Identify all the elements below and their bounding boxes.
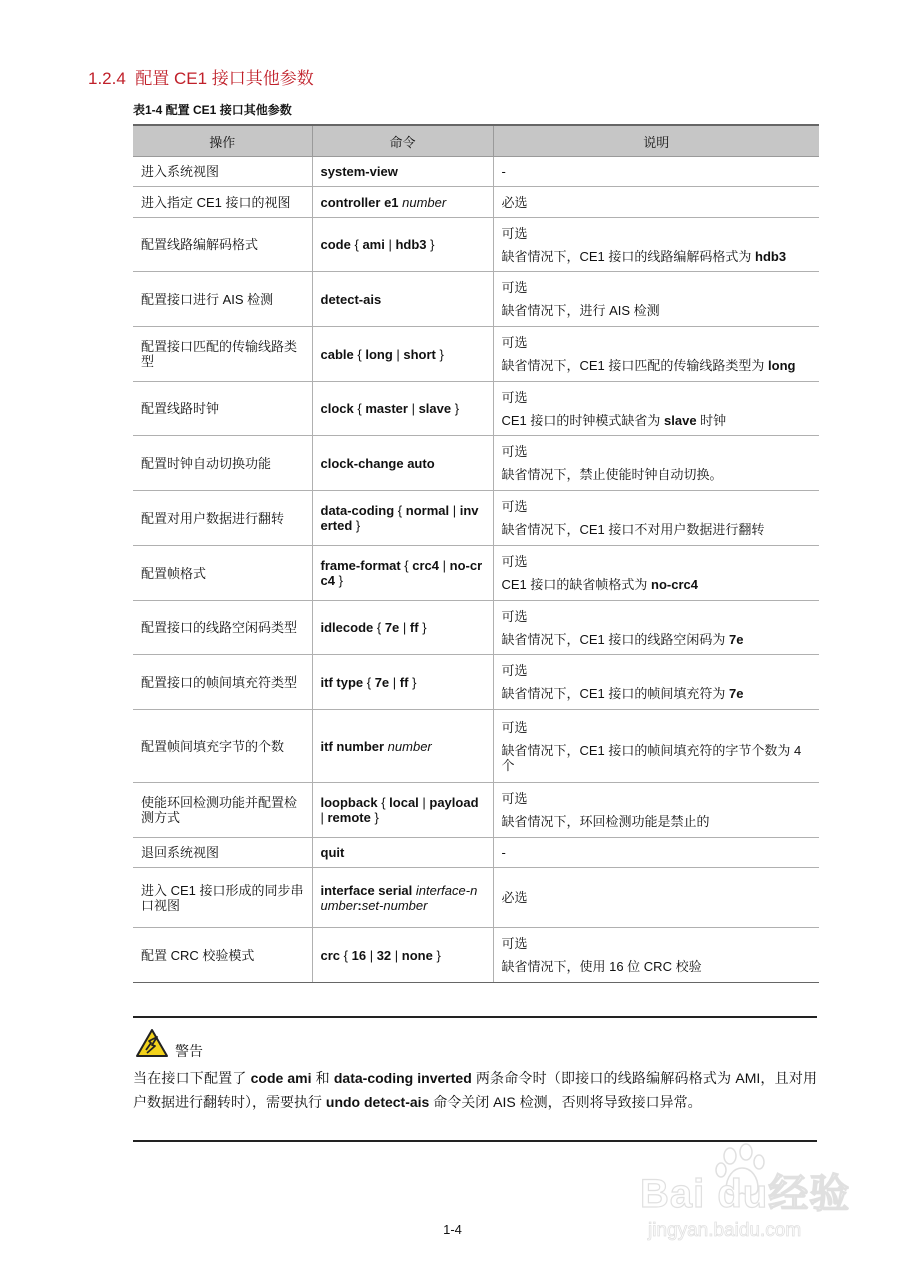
- description-keyword: long: [768, 358, 796, 373]
- operation-cell: 使能环回检测功能并配置检测方式: [133, 783, 312, 838]
- table-row: [133, 272, 819, 327]
- description-line: [502, 663, 812, 678]
- description-keyword: hdb3: [755, 248, 787, 264]
- command-token: detect-ais: [320, 291, 382, 307]
- description-cell: [493, 187, 819, 218]
- command-token: inverted: [320, 503, 479, 533]
- command-token: |: [449, 503, 460, 518]
- command-token: |: [389, 674, 400, 690]
- description-line: [502, 609, 812, 624]
- description-line: [502, 164, 812, 179]
- description-text: 缺省情况下，CE1 接口匹配的传输线路类型为: [501, 358, 769, 373]
- operation-cell: 退回系统视图: [133, 838, 312, 868]
- command-token: |: [384, 237, 396, 252]
- description-cell: [493, 327, 819, 382]
- table-row: [133, 382, 819, 436]
- description-text: 缺省情况下，CE1 接口不对用户数据进行翻转: [501, 522, 765, 537]
- operation-cell: 配置接口匹配的传输线路类型: [133, 327, 312, 382]
- description-line: [502, 226, 812, 241]
- description-line: [502, 554, 812, 569]
- command-token: }: [432, 947, 441, 963]
- table-row: [133, 491, 819, 546]
- description-text: 缺省情况下，进行 AIS 检测: [501, 303, 660, 318]
- description-line: [502, 814, 812, 829]
- operation-cell: 配置对用户数据进行翻转: [133, 491, 312, 546]
- description-text: 必选: [501, 890, 528, 905]
- operation-cell: 配置 CRC 校验模式: [133, 928, 312, 983]
- header-command: 命令: [312, 125, 493, 157]
- command-token: |: [366, 947, 377, 963]
- description-text: 可选: [501, 280, 528, 295]
- command-token: set-number: [361, 897, 428, 913]
- command-token: crc: [320, 947, 344, 963]
- command-token: 16: [351, 947, 367, 963]
- header-description: 说明: [493, 125, 819, 157]
- description-line: [502, 743, 812, 773]
- description-text: CE1 接口的时钟模式缺省为: [501, 412, 665, 428]
- table-row: [133, 710, 819, 783]
- description-text: 缺省情况下，使用 16 位 CRC 校验: [501, 959, 702, 974]
- description-keyword: 7e: [729, 631, 744, 647]
- command-token: no-crc4: [320, 558, 483, 588]
- command-token: 32: [376, 947, 392, 963]
- command-cell: [312, 491, 493, 546]
- command-token: |: [391, 947, 402, 963]
- command-token: loopback: [320, 795, 382, 810]
- command-token: }: [451, 401, 460, 416]
- command-token: {: [357, 401, 366, 416]
- command-token: }: [426, 237, 435, 252]
- command-token: idlecode: [320, 620, 377, 635]
- description-line: [502, 499, 812, 514]
- table-row: [133, 327, 819, 382]
- command-token: ami: [362, 237, 385, 252]
- command-cell: [312, 868, 493, 928]
- description-line: [502, 390, 812, 405]
- description-cell: [493, 491, 819, 546]
- command-token: itf number: [320, 738, 388, 754]
- table-row: [133, 187, 819, 218]
- description-cell: [493, 382, 819, 436]
- operation-cell: 配置线路编解码格式: [133, 218, 312, 272]
- description-text: -: [501, 845, 506, 860]
- description-cell: [493, 928, 819, 983]
- command-cell: [312, 218, 493, 272]
- description-cell: [493, 710, 819, 783]
- command-token: clock-change auto: [320, 455, 435, 471]
- description-line: [502, 845, 812, 860]
- warning-text-segment: 当在接口下配置了: [133, 1070, 251, 1086]
- description-text: 可选: [501, 444, 528, 459]
- command-token: long: [365, 346, 393, 362]
- command-token: }: [370, 810, 379, 825]
- command-cell: [312, 157, 493, 187]
- command-cell: [312, 655, 493, 710]
- operation-cell: 进入指定 CE1 接口的视图: [133, 187, 312, 218]
- page-number: 1-4: [443, 1222, 462, 1237]
- description-line: [502, 686, 812, 701]
- command-token: }: [418, 620, 427, 635]
- description-cell: [493, 783, 819, 838]
- params-table: [133, 124, 819, 983]
- command-cell: [312, 187, 493, 218]
- command-token: }: [435, 346, 444, 362]
- description-text: 缺省情况下，禁止使能时钟自动切换。: [501, 467, 723, 482]
- operation-cell: 配置线路时钟: [133, 382, 312, 436]
- command-token: {: [404, 558, 413, 573]
- command-cell: [312, 710, 493, 783]
- description-cell: [493, 868, 819, 928]
- description-keyword: slave: [664, 412, 697, 428]
- description-text: 可选: [501, 791, 528, 806]
- command-token: 7e: [374, 674, 390, 690]
- command-token: |: [392, 346, 404, 362]
- command-token: interface serial: [320, 882, 416, 898]
- description-keyword: 7e: [729, 686, 744, 701]
- command-token: controller e1: [320, 194, 403, 210]
- command-token: hdb3: [395, 237, 427, 252]
- description-line: [502, 303, 812, 318]
- table-row: [133, 783, 819, 838]
- description-line: [502, 632, 812, 647]
- command-token: }: [408, 674, 417, 690]
- table-row: [133, 928, 819, 983]
- operation-cell: 配置帧间填充字节的个数: [133, 710, 312, 783]
- table-row: [133, 868, 819, 928]
- command-token: ff: [399, 674, 409, 690]
- watermark-brand: Bai du经验: [640, 1172, 851, 1216]
- description-line: [502, 577, 812, 592]
- command-cell: [312, 546, 493, 601]
- warning-text-segment: 和: [311, 1070, 334, 1086]
- description-line: [502, 936, 812, 951]
- command-cell: [312, 783, 493, 838]
- description-cell: [493, 601, 819, 655]
- command-token: {: [354, 237, 363, 252]
- description-line: [502, 358, 812, 373]
- description-text: 可选: [501, 225, 528, 241]
- description-text: 可选: [501, 335, 528, 350]
- command-token: master: [365, 401, 408, 416]
- description-line: [502, 890, 812, 905]
- section-title: 配置 CE1 接口其他参数: [135, 69, 314, 88]
- description-text: 缺省情况下，CE1 接口的线路编解码格式为: [501, 248, 756, 264]
- command-token: frame-format: [320, 558, 405, 573]
- command-cell: [312, 272, 493, 327]
- operation-cell: 配置接口的线路空闲码类型: [133, 601, 312, 655]
- command-token: normal: [405, 503, 450, 518]
- warning-box: [133, 1016, 817, 1142]
- section-heading: [88, 64, 314, 89]
- warning-text: [133, 1066, 817, 1114]
- description-line: [502, 335, 812, 350]
- operation-cell: 配置帧格式: [133, 546, 312, 601]
- watermark-url: jingyan.baidu.com: [648, 1220, 802, 1241]
- warning-title: 警告: [175, 1043, 203, 1059]
- description-text: 可选: [501, 663, 528, 678]
- command-token: {: [366, 674, 375, 690]
- description-line: [502, 413, 812, 428]
- description-cell: [493, 436, 819, 491]
- command-token: crc4: [412, 558, 440, 573]
- command-cell: [312, 382, 493, 436]
- description-text: -: [501, 164, 506, 179]
- description-text: 缺省情况下，CE1 接口的帧间填充符为: [501, 686, 730, 701]
- command-cell: [312, 928, 493, 983]
- command-token: |: [399, 620, 410, 635]
- table-row: [133, 655, 819, 710]
- command-token: |: [320, 810, 328, 825]
- description-line: [502, 791, 812, 806]
- table-row: [133, 157, 819, 187]
- description-text: 时钟: [696, 412, 727, 428]
- description-line: [502, 959, 812, 974]
- command-token: short: [403, 346, 436, 362]
- command-token: {: [357, 346, 366, 362]
- description-text: 缺省情况下，CE1 接口的帧间填充符的字节个数为 4 个: [501, 742, 802, 773]
- command-cell: [312, 436, 493, 491]
- description-text: 可选: [501, 608, 528, 624]
- table-header-row: [133, 125, 819, 157]
- description-line: [502, 522, 812, 537]
- command-token: cable: [320, 346, 358, 362]
- command-token: payload: [429, 795, 479, 810]
- description-line: [502, 444, 812, 459]
- command-token: none: [401, 947, 433, 963]
- description-cell: [493, 272, 819, 327]
- warning-icon: [135, 1028, 169, 1063]
- command-token: itf type: [320, 674, 367, 690]
- description-cell: [493, 838, 819, 868]
- command-token: |: [418, 795, 430, 810]
- command-token: 7e: [384, 620, 400, 635]
- command-cell: [312, 838, 493, 868]
- operation-cell: 配置接口进行 AIS 检测: [133, 272, 312, 327]
- description-text: 可选: [501, 936, 528, 951]
- warning-command: code ami: [250, 1070, 312, 1086]
- description-text: 可选: [501, 499, 528, 514]
- description-cell: [493, 546, 819, 601]
- command-token: }: [334, 573, 343, 588]
- command-token: {: [376, 620, 385, 635]
- command-token: slave: [418, 401, 452, 416]
- table-row: [133, 546, 819, 601]
- description-line: [502, 249, 812, 264]
- command-token: {: [381, 795, 390, 810]
- command-token: ff: [409, 620, 419, 635]
- description-cell: [493, 655, 819, 710]
- command-token: :: [357, 897, 362, 913]
- table-row: [133, 601, 819, 655]
- command-token: data-coding: [320, 503, 398, 518]
- command-cell: [312, 327, 493, 382]
- command-token: number: [387, 738, 432, 754]
- description-line: [502, 195, 812, 210]
- command-token: {: [343, 947, 352, 963]
- description-line: [502, 720, 812, 735]
- command-token: system-view: [320, 164, 398, 179]
- description-keyword: no-crc4: [651, 577, 698, 592]
- table-caption: 表1-4 配置 CE1 接口其他参数: [133, 103, 292, 117]
- description-text: CE1 接口的缺省帧格式为: [501, 577, 652, 592]
- warning-text-segment: 两条命令时（即接口的线路编解码格式为 AMI，且对用户数据进行翻转时），需要执行: [133, 1070, 818, 1110]
- description-text: 可选: [501, 389, 528, 405]
- description-text: 必选: [501, 194, 528, 210]
- warning-text-segment: 命令关闭 AIS 检测，否则将导致接口异常。: [429, 1094, 702, 1110]
- description-text: 可选: [501, 719, 528, 735]
- command-token: interface-number: [320, 882, 478, 913]
- table-body: [133, 157, 819, 983]
- table-row: [133, 218, 819, 272]
- warning-command: undo detect-ais: [325, 1094, 430, 1110]
- table-row: [133, 436, 819, 491]
- command-token: code: [320, 237, 355, 252]
- header-operation: 操作: [133, 125, 312, 157]
- description-text: 缺省情况下，环回检测功能是禁止的: [501, 814, 710, 829]
- command-token: }: [352, 518, 361, 533]
- command-token: |: [439, 558, 450, 573]
- command-token: clock: [320, 401, 358, 416]
- description-cell: [493, 157, 819, 187]
- operation-cell: 进入 CE1 接口形成的同步串口视图: [133, 868, 312, 928]
- command-token: number: [402, 194, 447, 210]
- description-text: 缺省情况下，CE1 接口的线路空闲码为: [501, 631, 730, 647]
- description-line: [502, 280, 812, 295]
- command-token: remote: [327, 810, 371, 825]
- description-cell: [493, 218, 819, 272]
- table-row: [133, 838, 819, 868]
- description-line: [502, 467, 812, 482]
- section-number: 1.2.4: [88, 69, 126, 88]
- command-cell: [312, 601, 493, 655]
- command-token: local: [389, 795, 419, 810]
- operation-cell: 配置时钟自动切换功能: [133, 436, 312, 491]
- warning-command: data-coding inverted: [333, 1070, 472, 1086]
- operation-cell: 配置接口的帧间填充符类型: [133, 655, 312, 710]
- command-token: quit: [320, 845, 345, 860]
- command-token: {: [397, 503, 406, 518]
- operation-cell: 进入系统视图: [133, 157, 312, 187]
- description-text: 可选: [501, 554, 528, 569]
- command-token: |: [407, 401, 419, 416]
